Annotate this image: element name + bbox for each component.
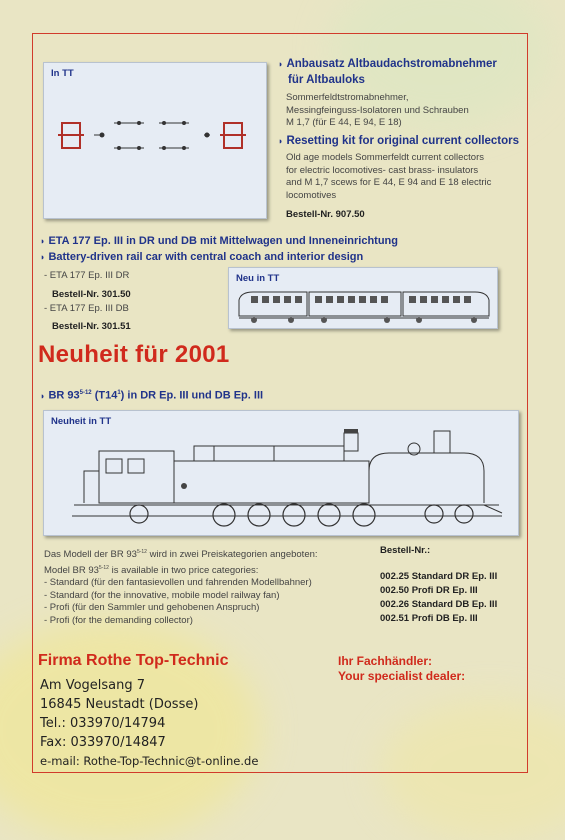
bullet-icon: ◗ [40,252,46,262]
company-email-link[interactable]: e-mail: Rothe-Top-Technic@t-online.de [40,754,259,768]
dealer-label: Ihr Fachhändler: Your specialist dealer: [338,654,466,683]
bullet-icon: ◗ [278,59,284,69]
collector-title-en: ◗ Resetting kit for original current collectors [278,135,520,147]
br93-image [43,410,519,536]
collector-desc-en: Old age models Sommerfeldt current collectors for electric locomotives- cast brass- insulators and M 1,7 scews for E 44, E 94 and E 18 electric locomotives [286,152,492,201]
novelty-headline: Neuheit für 2001 [38,341,230,368]
collector-image-label: In TT [51,68,74,79]
railcar-drawing [229,268,497,328]
collector-order: Bestell-Nr. 907.50 [286,209,365,220]
company-name: Firma Rothe Top-Technic [38,652,229,669]
eta-title-en: ◗ Battery-driven rail car with central coach and interior design [40,251,364,263]
bullet-icon: ◗ [278,136,284,146]
collector-image [43,62,267,219]
br93-image-label: Neuheit in TT [51,416,112,427]
locomotive-drawing [44,411,518,535]
company-address: Am Vogelsang 7 16845 Neustadt (Dosse) Tel.: 033970/14794 Fax: 033970/14847 e-mail: Rothe-Top-Technic@t-online.de [40,676,258,771]
eta-image [228,267,498,329]
collector-title-de: ◗ Anbausatz Altbaudachstromabnehmer für Altbauloks [278,58,497,86]
eta-image-label: Neu in TT [236,273,280,284]
bullet-icon: ◗ [40,390,46,401]
model-description: Das Modell der BR 93$^{5-12}$ wird in zwei Preiskategorien angeboten: Model BR 93$^{5-12}$ is available in two price categories: - Standard (für den fantasievollen und fahrenden Modellbahner) - Standard (for the innovative, mobile model railway fan) - Profi (für den Sammler und gehobenen Anspruch) - Profi (for the demanding collector) [44,549,318,626]
collector-desc-de: Sommerfeldtstromabnehmer, Messingfeinguss-Isolatoren und Schrauben M 1,7 (für E 44, E 94, E 18) [286,92,469,128]
bullet-icon: ◗ [40,236,46,246]
eta-title-de: ◗ ETA 177 Ep. III in DR und DB mit Mittelwagen und Inneneinrichtung [40,235,398,247]
collector-diagram [44,63,266,218]
br93-title: ◗ BR 93$^{5-12}$ $(T14^1)$ in DR Ep. III und DB Ep. III [40,389,264,402]
eta-items: - ETA 177 Ep. III DR Bestell-Nr. 301.50 - ETA 177 Ep. III DB Bestell-Nr. 301.51 [44,270,131,332]
order-list: Bestell-Nr.: 002.25 Standard DR Ep. III 002.50 Profi DR Ep. III 002.26 Standard DB Ep. III 002.51 Profi DB Ep. III [380,545,498,624]
